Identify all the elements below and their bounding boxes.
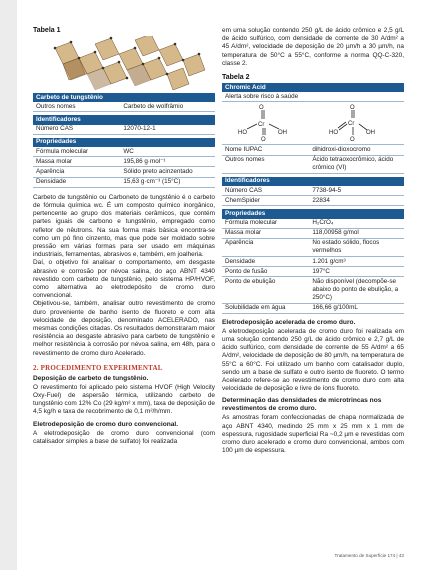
section-heading: 2. PROCEDIMENTO EXPERIMENTAL (33, 363, 163, 372)
hvof-paragraph: O revestimento foi aplicado pelo sistema HVOF (High Velocity Oxy-Fuel) de aspersão térmica, utilizando carbeto de tungstênio com 12% Co (29 kg/m² x mm), taxa de deposição de 4,5 kg/h e taxa de recobrimento de 0,1 m²/h/mm. (33, 383, 215, 416)
table1-header-main: Carbeto de tungstênio (33, 93, 215, 102)
table-row: Aparência No estado sólido, flocos vermelhos (222, 238, 404, 256)
oxygen-label: O (261, 137, 266, 144)
table-row: Ponto de fusão 197°C (222, 267, 404, 277)
table-row: Fórmula molecular WC (33, 147, 215, 157)
table-row: Ponto de ebulição Não disponível (decompõe-se abaixo do ponto de ebulição, a 250°C) (222, 277, 404, 303)
table1-header-identifiers: Identificadores (33, 115, 215, 124)
table2-header-main: Chromic Acid (222, 83, 404, 92)
table-row: Fórmula molecular H₂CrO₄ (222, 219, 404, 229)
subheading-tungsten: Deposição de carbeto de tungstênio. (33, 374, 149, 382)
chromic-acid-structure-diagram (222, 102, 404, 144)
table-row: ChemSpider 22834 (222, 196, 404, 206)
table2-header-properties: Propriedades (222, 209, 404, 218)
chromium-label: Cr (348, 121, 355, 128)
table-row: Nome IUPAC dihidroxi-dioxocromo (222, 145, 404, 155)
table-row: Outros nomes Carbeto de wolfrâmio (33, 102, 215, 112)
page-footer: Tratamento de Superfície 174 | 43 (334, 553, 404, 558)
table-row: Massa molar 118,00958 g/mol (222, 228, 404, 238)
table-row (222, 92, 404, 102)
table-row: Densidade 15,63 g·cm⁻³ (15°C) (33, 177, 215, 187)
table-row: Número CAS 12070-12-1 (33, 125, 215, 135)
table2-header-identifiers: Identificadores (222, 177, 404, 186)
table-row: Aparência Sólido preto acinzentado (33, 167, 215, 177)
right-column (222, 0, 404, 455)
table-row: Massa molar 195,86 g·mol⁻¹ (33, 157, 215, 167)
tungsten-carbide-crystal-image (33, 36, 215, 92)
left-margin-bar (0, 0, 17, 570)
hydroxyl-label: HO (329, 130, 338, 137)
table-row: Densidade 1.201 g/cm³ (222, 257, 404, 267)
table1-label: Tabela 1 (33, 27, 61, 34)
oxygen-label: O (350, 137, 355, 144)
chromium-label: Cr (258, 122, 265, 129)
accelerated-paragraph: A eletrodeposição acelerada de cromo duro foi realizada em uma solução contendo 250 g/L de ácido crômico e 2,7 g/L de ácido sulfúrico, com densidade de corrente de 55 A/dm² a 65 A/dm², velocidade de deposição de 80 µm/h, na temperatura de 55°C a 60°C. Foi utilizado um banho com catalisador duplo, sendo um a base de sulfato e outro isento de fluoreto. O termo Acelerado refere-se ao revestimento de cromo duro com alta velocidade de deposição e livre de íons fluoreto. (222, 327, 404, 393)
oxygen-label: O (259, 105, 264, 112)
table-row: Outros nomes Ácido tetraoxocrômico, ácido crômico (VI) (222, 155, 404, 173)
conventional-continued-paragraph: em uma solução contendo 250 g/L de ácido crômico e 2,5 g/L de ácido sulfúrico, com densidade de corrente de 30 A/dm² a 45 A/dm², velocidade de deposição de 20 µm/h a 30 µm/h, na temperatura de 50°C a 55°C, conforme a norma QQ-C-320, classe 2. (222, 27, 404, 67)
table-row: Solubilidade em água 166,66 g/100mL (222, 303, 404, 313)
hydroxyl-label: HO (238, 130, 247, 137)
hydroxyl-label: OH (366, 130, 375, 137)
objective-paragraph: Daí, o objetivo foi analisar o comportamento, em desgaste abrasivo e corrosão por névoa salina, do aço ABNT 4340 revestido com carbeto de tungstênio, pelo sistema HP/HVOF, como alternativa ao eletrodepósito de cromo duro convencional. (33, 259, 215, 300)
table-row (222, 102, 404, 145)
table2-label: Tabela 2 (222, 74, 250, 82)
intro-paragraph: Carbeto de tungstênio ou Carboneto de tungstênio é o carbeto de fórmula química wc. É um composto químico inorgânico, pertencente ao grupo dos materiais cerâmicos, que contém partes iguais de carbono e tungstênio, empregado como refletor de nêutrons. Na sua forma mais básica encontra-se como um pó fino cinzento, mas que pode ser moldado sobre pressão em várias formas para ser usado em máquinas industriais, ferramentas, abrasivos e, também, em joalheria. (33, 193, 215, 259)
subheading-microcracks: Determinação das densidades de microtrincas nos revestimentos de cromo duro. (222, 397, 382, 413)
health-warning: Alerta sobre risco à saúde (222, 92, 404, 102)
subheading-accelerated: Eletrodeposição acelerada de cromo duro. (222, 318, 356, 326)
subheading-conventional: Eletrodeposição de cromo duro convencional. (33, 420, 179, 428)
oxygen-label: O (350, 105, 355, 112)
hydroxyl-label: OH (278, 130, 287, 137)
conventional-paragraph: A eletrodeposição de cromo duro convencional (com catalisador simples a base de sulfato) foi realizada (33, 429, 215, 445)
left-column (33, 0, 215, 446)
table1 (33, 93, 215, 188)
objective2-paragraph: Objetivou-se, também, analisar outro revestimento de cromo duro proveniente de banho isento de fluoreto e com alta velocidade de deposição, denominado ACELERADO, nas mesmas condições citadas. Os resultados demonstraram maior resistência ao desgaste abrasivo para carbeto de tungstênio e melhor resistência à corrosão por névoa salina, em 48h, para o revestimento de cromo duro Acelerado. (33, 300, 215, 357)
table2 (222, 83, 404, 314)
samples-paragraph: As amostras foram confeccionadas de chapa normalizada de aço ABNT 4340, medindo 25 mm x 25 mm x 1 mm de espessura, rugosidade superficial Ra ~0,2 µm e revestidas com cromo duro acelerado e cromo duro convencional, ambos com 100 µm de espessura. (222, 414, 404, 455)
table1-header-properties: Propriedades (33, 138, 215, 147)
table-row: Número CAS 7738-94-5 (222, 186, 404, 196)
